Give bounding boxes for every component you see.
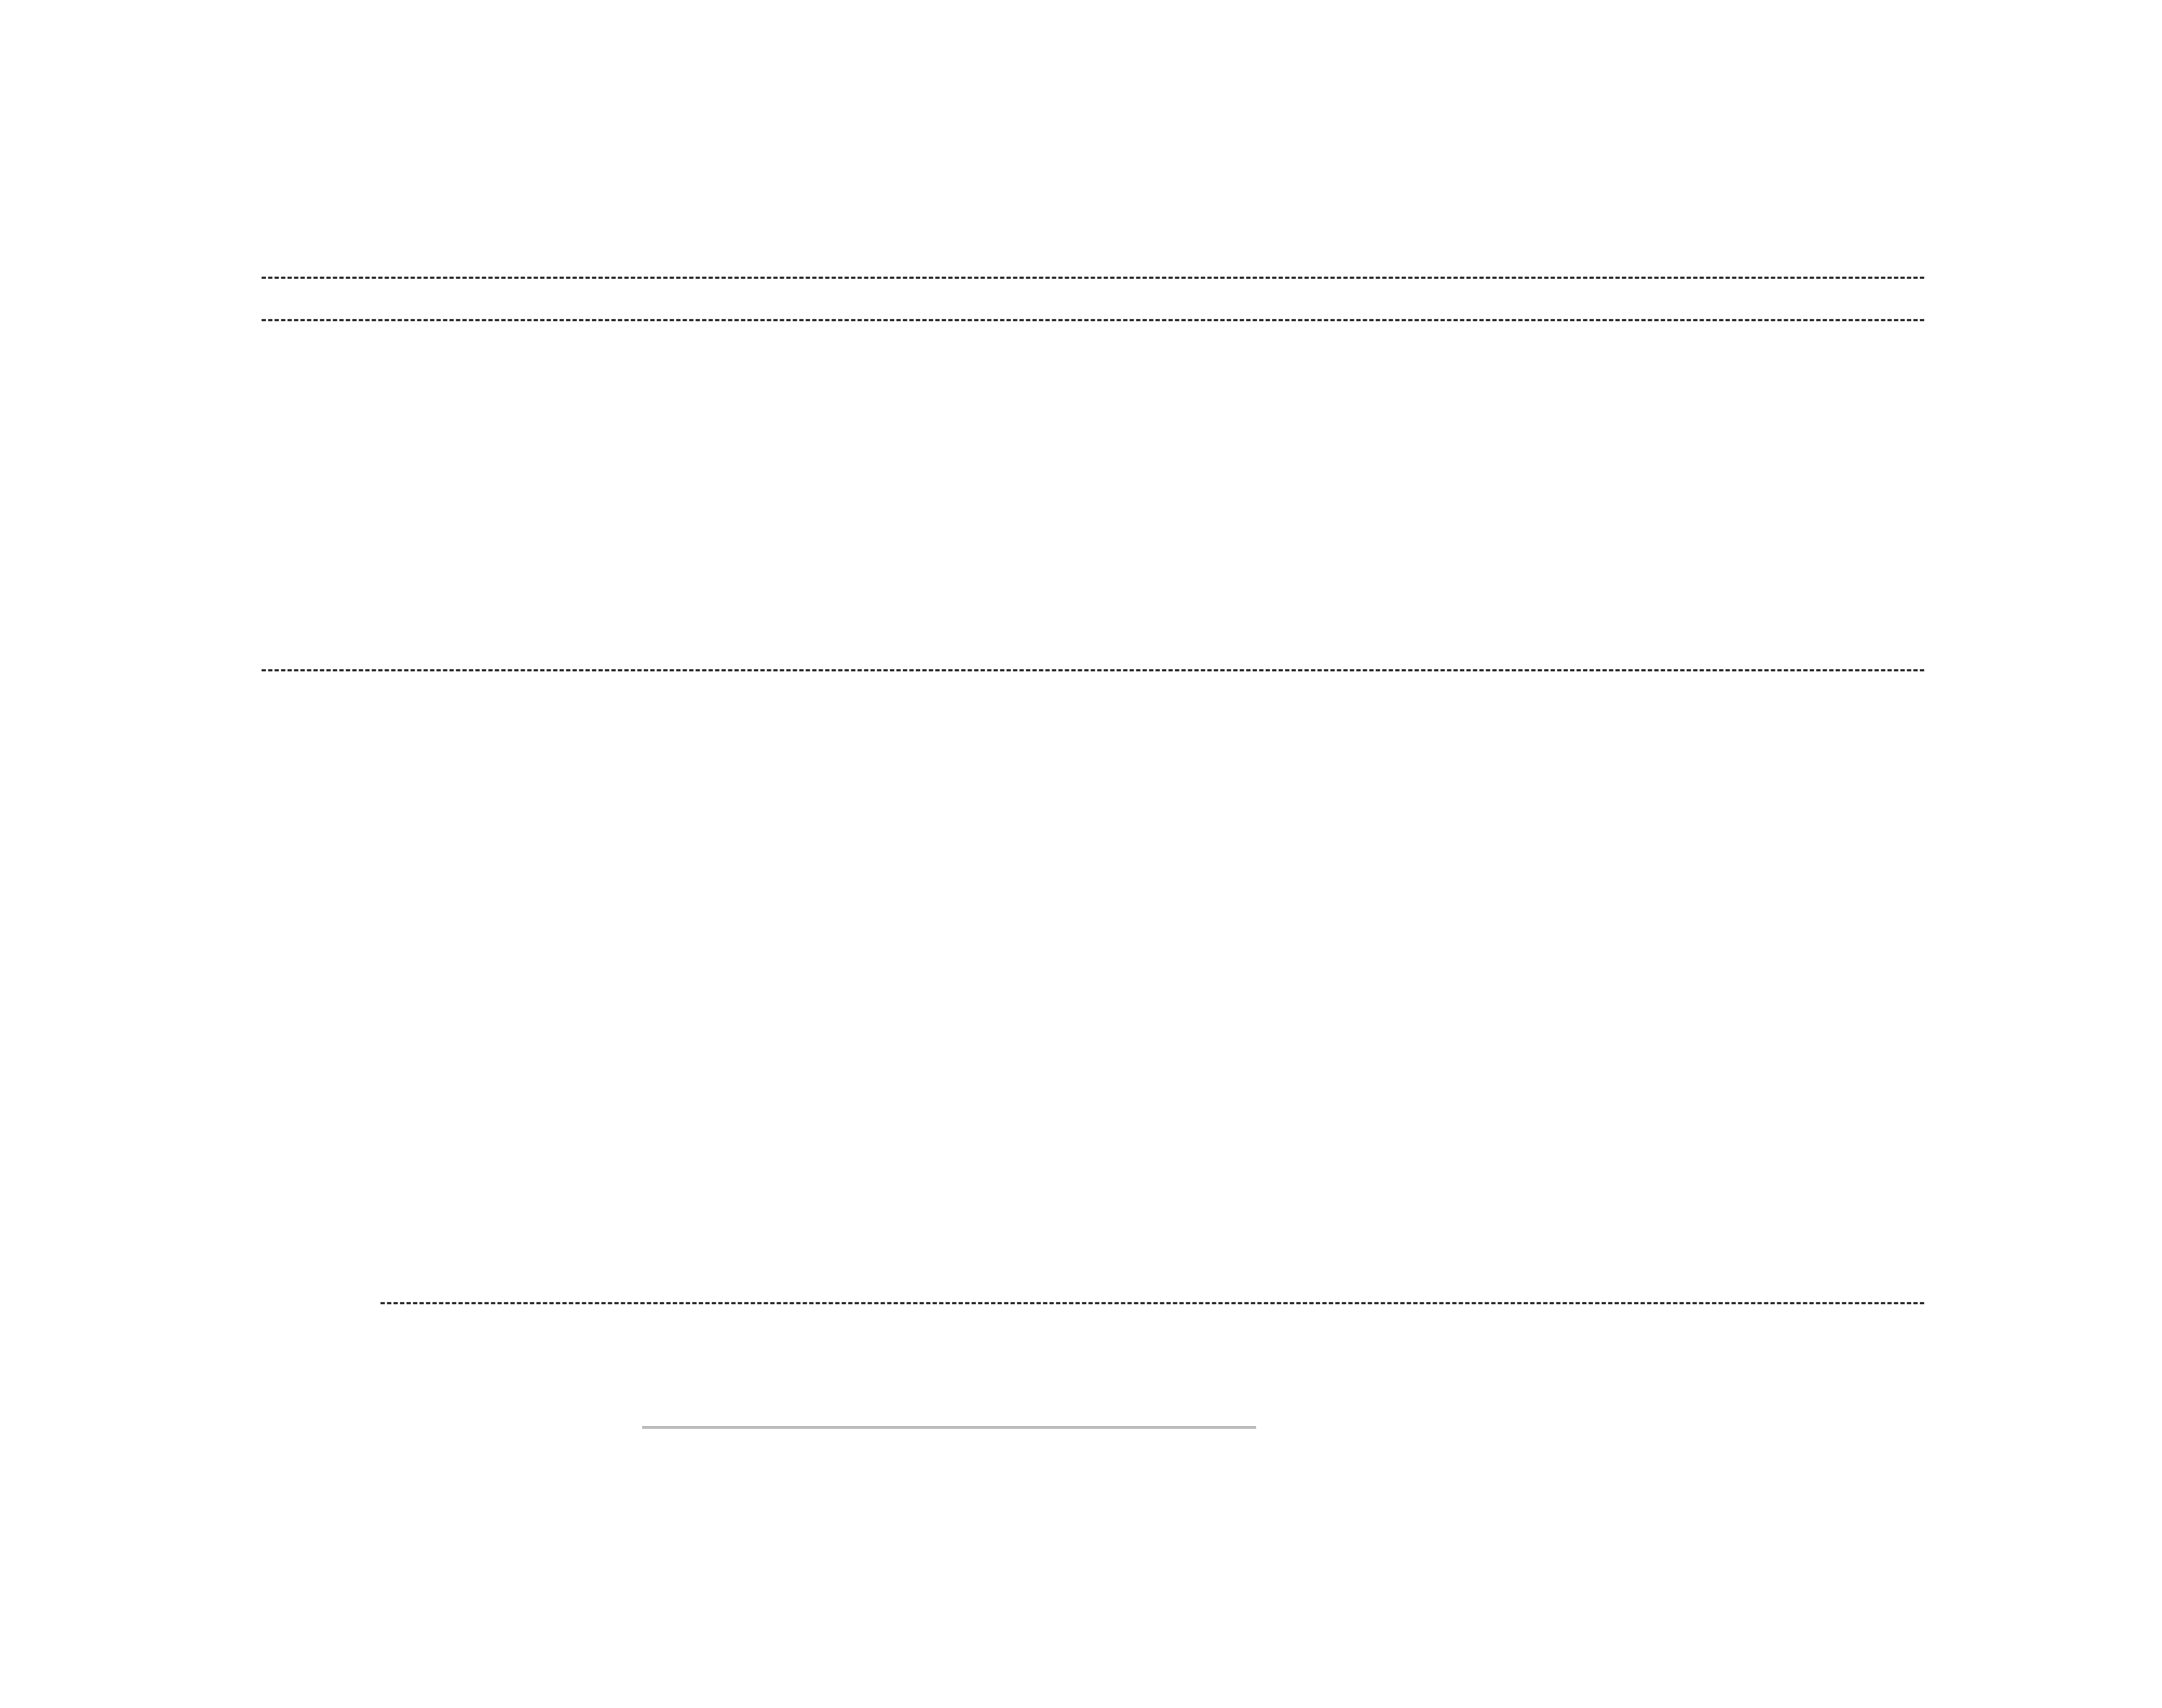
section-9-underline bbox=[642, 1427, 1256, 1431]
section-rule bbox=[262, 669, 1924, 671]
section-total-rule bbox=[381, 1302, 1924, 1304]
header-rule-bottom bbox=[262, 319, 1924, 321]
header-rule-top bbox=[262, 277, 1924, 279]
